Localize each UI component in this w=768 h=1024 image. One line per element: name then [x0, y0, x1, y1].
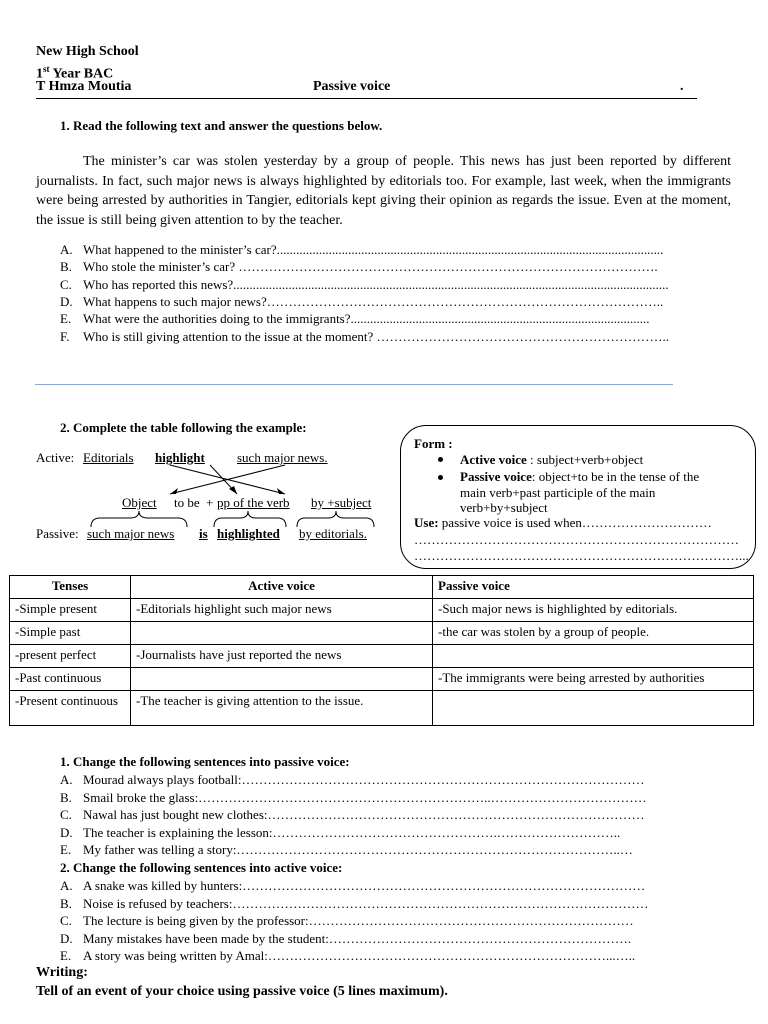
item-letter: E.: [60, 311, 72, 327]
label-plus: +: [206, 495, 214, 510]
item-letter: A.: [60, 878, 73, 893]
section1-heading: 1. Read the following text and answer the questions below.: [60, 118, 383, 133]
item-text: My father was telling a story:……………………………………………………………………………..…: [83, 842, 633, 858]
item-text: A story was being written by Amal:……………………………………………………………………...…..: [83, 948, 636, 964]
example-active-object: such major news.: [237, 450, 328, 465]
example-passive-verb: highlighted: [217, 526, 280, 541]
label-past-participle: pp of the verb: [217, 495, 290, 510]
use-dots-line2: …………………………………………………………………...: [414, 548, 749, 563]
item-text: Noise is refused by teachers:……………………………………………………………………………………: [83, 895, 649, 911]
item-text: Many mistakes have been made by the student:…………………………………………………………….: [83, 930, 632, 946]
writing-title: Writing:: [36, 965, 88, 980]
table-cell: -present perfect: [10, 645, 131, 668]
table-cell: -Journalists have just reported the news: [131, 645, 433, 668]
table-row: [10, 645, 754, 668]
item-text: Who stole the minister’s car? …………………………………………………………………………………….: [83, 259, 658, 275]
label-object: Object: [122, 495, 157, 510]
item-letter: F.: [60, 328, 70, 344]
form-box: [400, 425, 756, 569]
item-text: What happens to such major news?………………………………………………………………………………..: [83, 293, 664, 309]
item-letter: D.: [60, 293, 73, 309]
item-text: Who has reported this news?......................................................................................................................................: [83, 276, 669, 292]
item-text: Smail broke the glass:…………………………………………………………..………………………………: [83, 789, 647, 805]
table-row: [10, 622, 754, 645]
item-text: The teacher is explaining the lesson:…………………………………………….………………………..: [83, 824, 621, 840]
label-to-be: to be: [174, 495, 200, 510]
passive-voice-rule-line2: main verb+past participle of the main: [460, 485, 656, 500]
item-letter: B.: [60, 259, 72, 275]
reading-paragraph: The minister’s car was stolen yesterday by a group of people. This news has just been reported by different journalists. In fact, such major news is always highlighted by editorials too. For example, last week, when the immigrants were being arrested by authorities in Tangier, editorials kept giving their opinion as regards the issue. Even at the moment, the issue is still being given attention to by the teacher.: [36, 154, 731, 228]
table-cell: -Such major news is highlighted by editorials.: [433, 599, 754, 622]
item-letter: A.: [60, 242, 73, 257]
item-letter: D.: [60, 824, 73, 840]
bullet-icon: [438, 457, 443, 462]
header-rule: [36, 98, 697, 99]
item-letter: E.: [60, 948, 72, 964]
item-text: Nawal has just bought new clothes:……………………………………………………………………………: [83, 807, 645, 823]
table-cell: -Past continuous: [10, 668, 131, 691]
table-cell: -Simple present: [10, 599, 131, 622]
table-cell: -Present continuous: [10, 691, 131, 726]
example-active-verb: highlight: [155, 450, 205, 465]
section2-heading: 2. Complete the table following the example:: [60, 420, 307, 435]
section-divider: [35, 384, 673, 385]
item-letter: A.: [60, 772, 73, 787]
example-active-label: Active:: [36, 450, 75, 465]
table-cell: -Simple past: [10, 622, 131, 645]
school-name: New High School: [36, 44, 139, 59]
title-dot: .: [680, 79, 684, 94]
item-text: A snake was killed by hunters:…………………………………………………………………………………: [83, 878, 646, 893]
exercise1-heading: 1. Change the following sentences into passive voice:: [60, 754, 350, 769]
table-cell: [131, 622, 433, 645]
header-passive-voice: Passive voice: [433, 576, 754, 599]
form-label: Form :: [414, 436, 453, 451]
item-letter: C.: [60, 276, 72, 292]
example-passive-by: by editorials.: [299, 526, 367, 541]
table-cell: -The teacher is giving attention to the issue.: [131, 691, 433, 726]
bullet-icon: [438, 475, 443, 480]
passive-voice-rule-line3: verb+by+subject: [460, 500, 548, 515]
item-letter: C.: [60, 807, 72, 823]
example-passive-label: Passive:: [36, 526, 79, 541]
label-by-subject: by +subject: [311, 495, 372, 510]
page-title: Passive voice: [313, 79, 391, 94]
item-text: Who is still giving attention to the issue at the moment? …………………………………………………………..: [83, 328, 670, 344]
active-voice-rule: Active voice : subject+verb+object: [460, 452, 644, 467]
table-cell: -The immigrants were being arrested by authorities: [433, 668, 754, 691]
item-letter: B.: [60, 895, 72, 911]
passive-voice-rule: Passive voice: object+to be in the tense of the: [460, 469, 700, 484]
table-cell: [433, 691, 754, 726]
table-cell: -Editorials highlight such major news: [131, 599, 433, 622]
item-text: Mourad always plays football:…………………………………………………………………………………: [83, 772, 645, 787]
table-cell: -the car was stolen by a group of people.: [433, 622, 754, 645]
writing-instruction: Tell of an event of your choice using passive voice (5 lines maximum).: [36, 984, 448, 999]
item-letter: D.: [60, 930, 73, 946]
item-letter: E.: [60, 842, 72, 858]
example-passive-is: is: [199, 526, 208, 541]
table-cell: [433, 645, 754, 668]
item-text: What happened to the minister’s car?.......................................................................................................................: [83, 242, 664, 257]
table-row: [10, 599, 754, 622]
table-row: [10, 668, 754, 691]
use-dots-line1: …………………………………………………………………: [414, 532, 739, 547]
example-active-subject: Editorials: [83, 450, 134, 465]
year-label: 1st Year BAC: [36, 64, 114, 82]
item-letter: C.: [60, 913, 72, 929]
use-line: Use: passive voice is used when…………………………: [414, 515, 712, 530]
table-cell: [131, 668, 433, 691]
item-text: What were the authorities doing to the immigrants?............................................................................................: [83, 311, 650, 327]
item-text: The lecture is being given by the professor:…………………………………………………………………: [83, 913, 634, 929]
header-active-voice: Active voice: [131, 576, 433, 599]
tenses-table: [9, 575, 754, 726]
table-header-row: [10, 576, 754, 599]
teacher-name: T Hmza Moutia: [36, 79, 132, 94]
exercise2-heading: 2. Change the following sentences into active voice:: [60, 860, 343, 875]
example-passive-subject: such major news: [87, 526, 175, 541]
table-row: [10, 691, 754, 726]
item-letter: B.: [60, 789, 72, 805]
header-tenses: Tenses: [10, 576, 131, 599]
